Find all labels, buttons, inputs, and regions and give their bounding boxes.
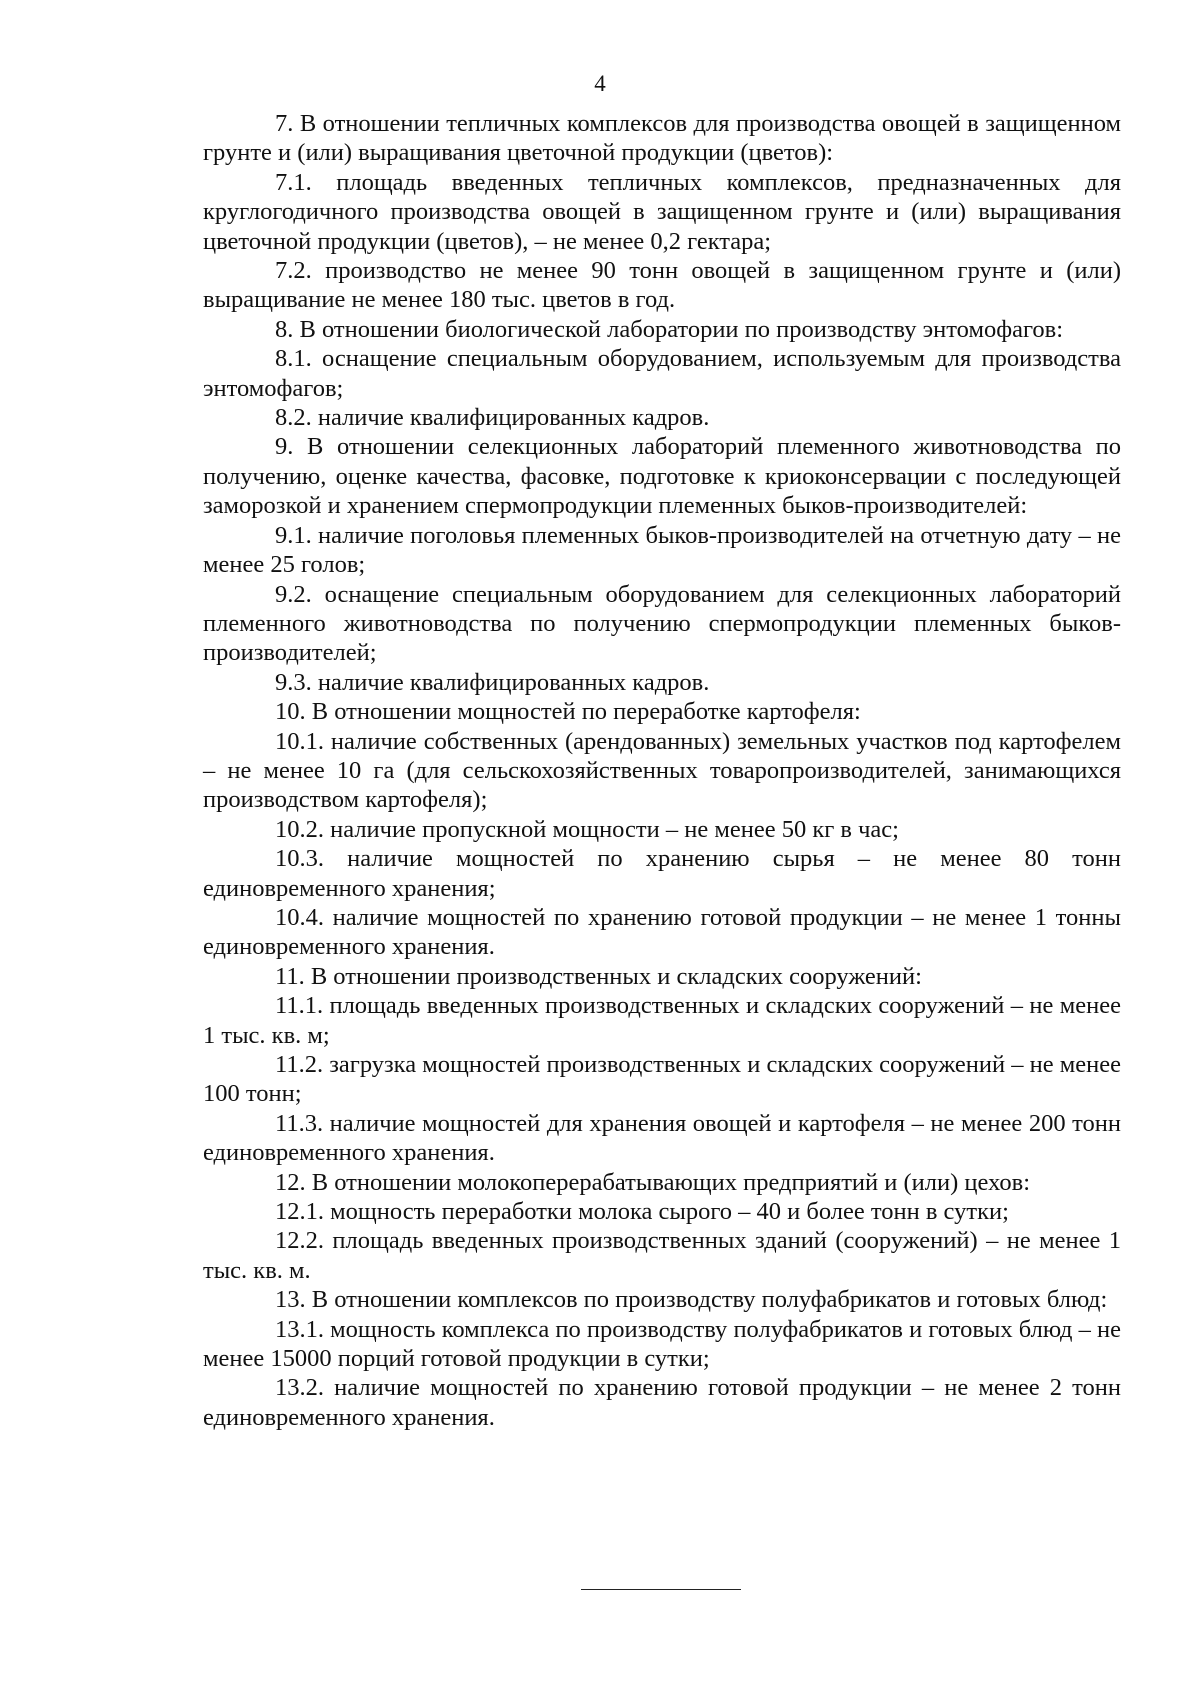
paragraph-7-2: 7.2. производство не менее 90 тонн овощей в защищенном грунте и (или) выращивание не менее 180 тыс. цветов в год.: [203, 257, 1121, 314]
paragraph-10-2: 10.2. наличие пропускной мощности – не менее 50 кг в час;: [275, 815, 899, 843]
paragraph-13-2: 13.2. наличие мощностей по хранению готовой продукции – не менее 2 тонн единовременного хранения.: [203, 1374, 1121, 1431]
paragraph-7: 7. В отношении тепличных комплексов для производства овощей в защищенном грунте и (или) выращивания цветочной продукции (цветов):: [203, 110, 1121, 167]
paragraph-13: 13. В отношении комплексов по производству полуфабрикатов и готовых блюд:: [275, 1286, 1108, 1314]
paragraph-11-2: 11.2. загрузка мощностей производственных и складских сооружений – не менее 100 тонн;: [203, 1051, 1121, 1108]
paragraph-11-1: 11.1. площадь введенных производственных и складских сооружений – не менее 1 тыс. кв. м;: [203, 992, 1121, 1049]
paragraph-12: 12. В отношении молокоперерабатывающих предприятий и (или) цехов:: [275, 1168, 1031, 1196]
paragraph-8-1: 8.1. оснащение специальным оборудованием, используемым для производства энтомофагов;: [203, 345, 1121, 402]
paragraph-10-3: 10.3. наличие мощностей по хранению сырья – не менее 80 тонн единовременного хранения;: [203, 845, 1121, 902]
paragraph-10-1: 10.1. наличие собственных (арендованных) земельных участков под картофелем – не менее 10 га (для сельскохозяйственных товаропроизводителей, занимающихся производством картофеля);: [203, 727, 1121, 814]
end-of-document-line: [581, 1589, 741, 1590]
document-body: [203, 109, 1121, 1432]
paragraph-9-1: 9.1. наличие поголовья племенных быков-производителей на отчетную дату – не менее 25 голов;: [203, 521, 1121, 579]
paragraph-7-1: 7.1. площадь введенных тепличных комплексов, предназначенных для круглогодичного производства овощей в защищенном грунте и (или) выращивания цветочной продукции (цветов), – не менее 0,2 гектара;: [203, 168, 1121, 255]
paragraph-11: 11. В отношении производственных и складских сооружений:: [275, 962, 922, 990]
paragraph-12-2: 12.2. площадь введенных производственных зданий (сооружений) – не менее 1 тыс. кв. м.: [203, 1227, 1121, 1284]
paragraph-10: 10. В отношении мощностей по переработке картофеля:: [275, 698, 861, 726]
paragraph-12-1: 12.1. мощность переработки молока сырого – 40 и более тонн в сутки;: [275, 1198, 1009, 1226]
paragraph-13-1: 13.1. мощность комплекса по производству полуфабрикатов и готовых блюд – не менее 15000 порций готовой продукции в сутки;: [203, 1315, 1121, 1373]
paragraph-8-2: 8.2. наличие квалифицированных кадров.: [275, 404, 710, 432]
page-number: 4: [594, 71, 606, 96]
paragraph-9-3: 9.3. наличие квалифицированных кадров.: [275, 668, 710, 696]
paragraph-9-2: 9.2. оснащение специальным оборудованием для селекционных лабораторий племенного животноводства по получению спермопродукции племенных быков-производителей;: [203, 580, 1121, 667]
paragraph-10-4: 10.4. наличие мощностей по хранению готовой продукции – не менее 1 тонны единовременного хранения.: [203, 903, 1121, 961]
paragraph-9: 9. В отношении селекционных лабораторий племенного животноводства по получению, оценке качества, фасовке, подготовке к криоконсервации с последующей заморозкой и хранением спермопродукции племенных быков-производителей:: [203, 433, 1121, 520]
paragraph-8: 8. В отношении биологической лаборатории по производству энтомофагов:: [275, 315, 1064, 343]
paragraph-11-3: 11.3. наличие мощностей для хранения овощей и картофеля – не менее 200 тонн единовременного хранения.: [203, 1109, 1121, 1167]
